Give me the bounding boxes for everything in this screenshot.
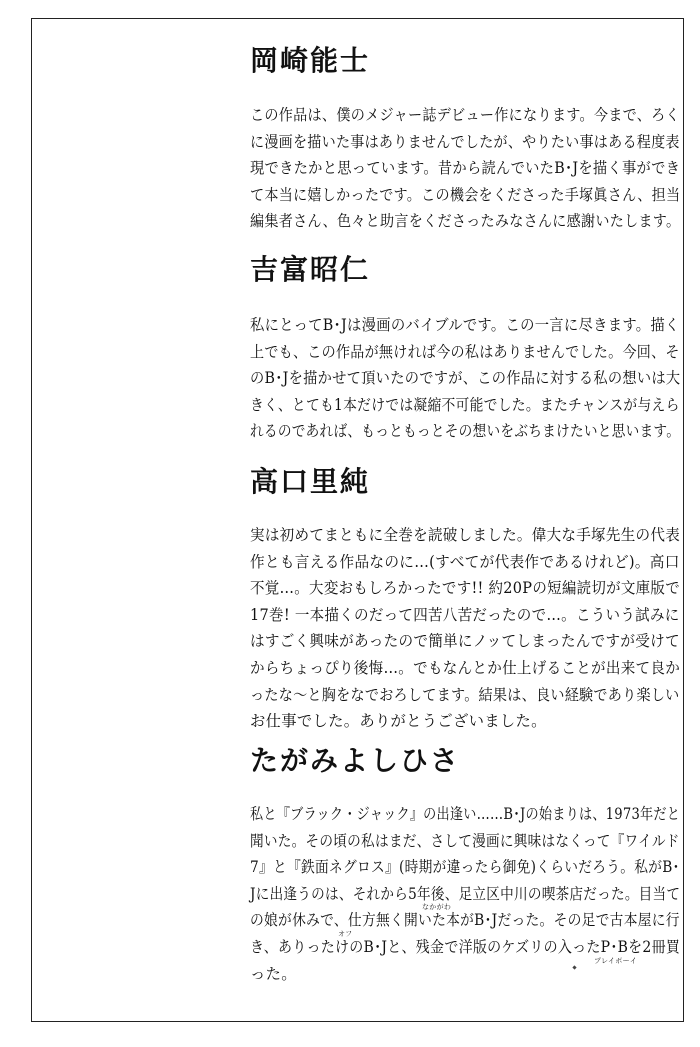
comment-line: 現できたかと思っています。昔から読んでいたB･Jを描く事ができ bbox=[250, 159, 681, 178]
comment-line: きく、とても1本だけでは凝縮不可能でした。またチャンスが与えら bbox=[250, 395, 680, 414]
comment-line: 編集者さん、色々と助言をくださったみなさんに感謝いたします。 bbox=[250, 212, 681, 231]
comment-line: に漫画を描いた事はありませんでしたが、やりたい事はある程度表 bbox=[250, 132, 680, 151]
comment-text bbox=[250, 522, 682, 735]
author-name: 高口里純 bbox=[250, 465, 371, 498]
comment-line: き、ありったけのB･Jと、残金で洋版のケズリの入ったP･Bを2冊買 bbox=[250, 937, 681, 956]
comment-line: 聞いた。その頃の私はまだ、さして漫画に興味はなくって『ワイルド bbox=[250, 831, 680, 850]
comment-line: て本当に嬉しかったです。この機会をくださった手塚眞さん、担当 bbox=[250, 185, 681, 204]
comment-line: 7』と『鉄面ネグロス』(時期が違ったら御免)くらいだろう。私がB･ bbox=[250, 858, 680, 877]
comment-line: のB･Jを描かせて頂いたのですが、この作品に対する私の想いは大 bbox=[250, 369, 681, 388]
author-name: 吉富昭仁 bbox=[250, 253, 371, 286]
comment-line: ったな〜と胸をなでおろしてます。結果は、良い経験であり楽しい bbox=[250, 685, 680, 704]
comment-text bbox=[250, 102, 682, 235]
comment-line: はすごく興味があったので簡単にノッてしまったんですが受けて bbox=[250, 632, 680, 651]
comment-line: 実は初めてまともに全巻を読破しました。偉大な手塚先生の代表 bbox=[250, 526, 681, 544]
comment-line: 私と『ブラック・ジャック』の出逢い……B･Jの始まりは、1973年だと bbox=[250, 805, 681, 823]
comment-line: の娘が休みで、仕方無く開いた本がB･Jだった。その足で古本屋に行 bbox=[250, 911, 680, 930]
comment-line: お仕事でした。ありがとうございました。 bbox=[250, 712, 547, 731]
comment-text bbox=[250, 312, 682, 445]
comment-line: 作とも言える作品なのに…(すべてが代表作であるけれど)。高口 bbox=[250, 552, 680, 571]
comment-section-okazaki bbox=[250, 44, 682, 235]
comment-line: からちょっぴり後悔…。でもなんとか仕上げることが出来て良か bbox=[250, 658, 681, 677]
comment-line: この作品は、僕のメジャー誌デビュー作になります。今まで、ろく bbox=[250, 106, 680, 124]
author-name: 岡崎能士 bbox=[250, 44, 371, 77]
comment-line: 上でも、この作品が無ければ今の私はありませんでした。今回、そ bbox=[250, 342, 680, 361]
comment-line: れるのであれば、もっともっとその想いをぶちまけたいと思います。 bbox=[250, 422, 681, 441]
comment-section-takaguchi bbox=[250, 465, 682, 735]
furigana-note: オフ bbox=[338, 930, 353, 938]
furigana-note: プレイボーイ bbox=[594, 957, 638, 965]
comment-line: 不覚…。大変おもしろかったです!! 約20Pの短編読切が文庫版で bbox=[250, 579, 680, 598]
comment-section-yoshitomi bbox=[250, 253, 682, 445]
comment-line: った。 bbox=[250, 964, 297, 983]
comment-section-tagami bbox=[250, 744, 682, 987]
comment-line: 17巻! 一本描くのだって四苦八苦だったので…。こういう試みに bbox=[250, 605, 680, 624]
comment-text bbox=[250, 801, 682, 987]
comment-line: Jに出逢うのは、それから5年後、足立区中川の喫茶店だった。目当て bbox=[250, 884, 681, 903]
furigana-note: なかがわ bbox=[422, 903, 452, 911]
comment-line: 私にとってB･Jは漫画のバイブルです。この一言に尽きます。描く bbox=[250, 316, 680, 334]
author-name: たがみよしひさ bbox=[250, 744, 461, 777]
